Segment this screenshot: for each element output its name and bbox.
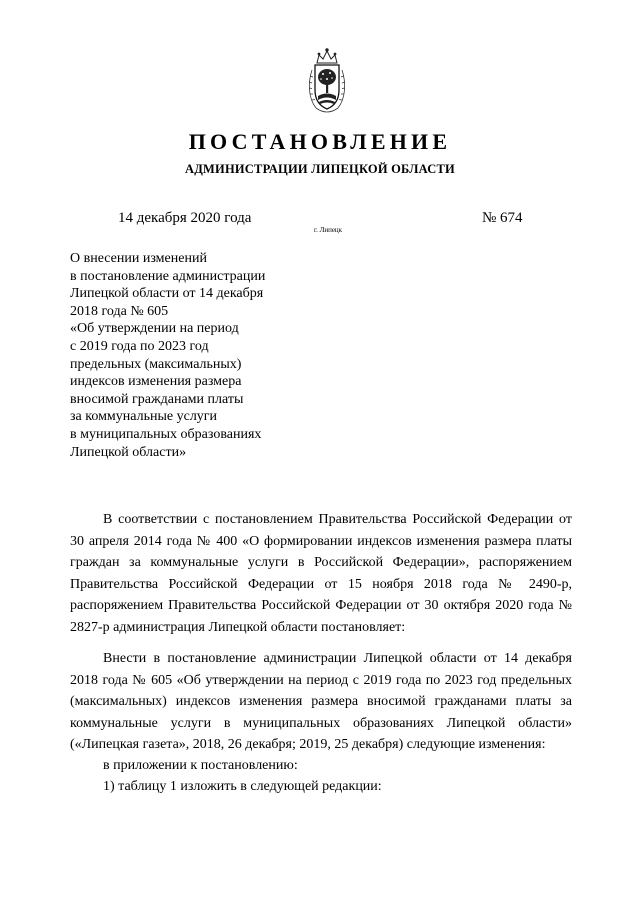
subject-line: с 2019 года по 2023 год: [70, 338, 209, 354]
document-subject: [70, 250, 310, 461]
subject-line: вносимой гражданами платы: [70, 391, 244, 407]
document-date: 14 декабря 2020 года: [118, 210, 252, 226]
subject-line: Липецкой области от 14 декабря: [70, 286, 264, 302]
subject-line: предельных (максимальных): [70, 356, 242, 372]
document-title: ПОСТАНОВЛЕНИЕ: [188, 129, 452, 154]
preamble-paragraph: В соответствии с постановлением Правительства Российской Федерации от 30 апреля 2014 года № 400 «О формировании индексов изменения размера платы граждан за коммунальные услуги в Российской Федерации», распоряжением Правительства Российской Федерации от 15 ноября 2018 года № 2490-р, распоряжением Правительства Российской Федерации от 30 октября 2020 года № 2827-р администрация Липецкой области постановляет:: [70, 512, 572, 635]
subject-line: за коммунальные услуги: [70, 409, 218, 425]
subject-line: 2018 года № 605: [70, 303, 169, 319]
subject-line: О внесении изменений: [70, 251, 207, 266]
subject-line: Липецкой области»: [70, 444, 187, 460]
resolution-paragraph: Внести в постановление администрации Липецкой области от 14 декабря 2018 года № 605 «Об утверждении на период с 2019 года по 2023 год предельных (максимальных) индексов изменения размера вносимой гражданами платы за коммунальные услуги в муниципальных образованиях Липецкой области» («Липецкая газета», 2018, 26 декабря; 2019, 25 декабря) следующие изменения:: [70, 651, 572, 752]
document-number: № 674: [482, 210, 523, 226]
coat-of-arms-icon: [306, 46, 348, 118]
subject-line: в муниципальных образованиях: [70, 426, 262, 442]
document-city: г. Липецк: [314, 226, 343, 234]
subject-line: в постановление администрации: [70, 268, 266, 284]
subject-line: «Об утверждении на период: [70, 321, 239, 337]
issuing-authority: АДМИНИСТРАЦИИ ЛИПЕЦКОЙ ОБЛАСТИ: [185, 162, 455, 176]
annex-reference-line: в приложении к постановлению:: [103, 758, 298, 773]
subject-line: индексов изменения размера: [70, 374, 242, 390]
list-item-1: 1) таблицу 1 изложить в следующей редакции:: [103, 779, 382, 794]
